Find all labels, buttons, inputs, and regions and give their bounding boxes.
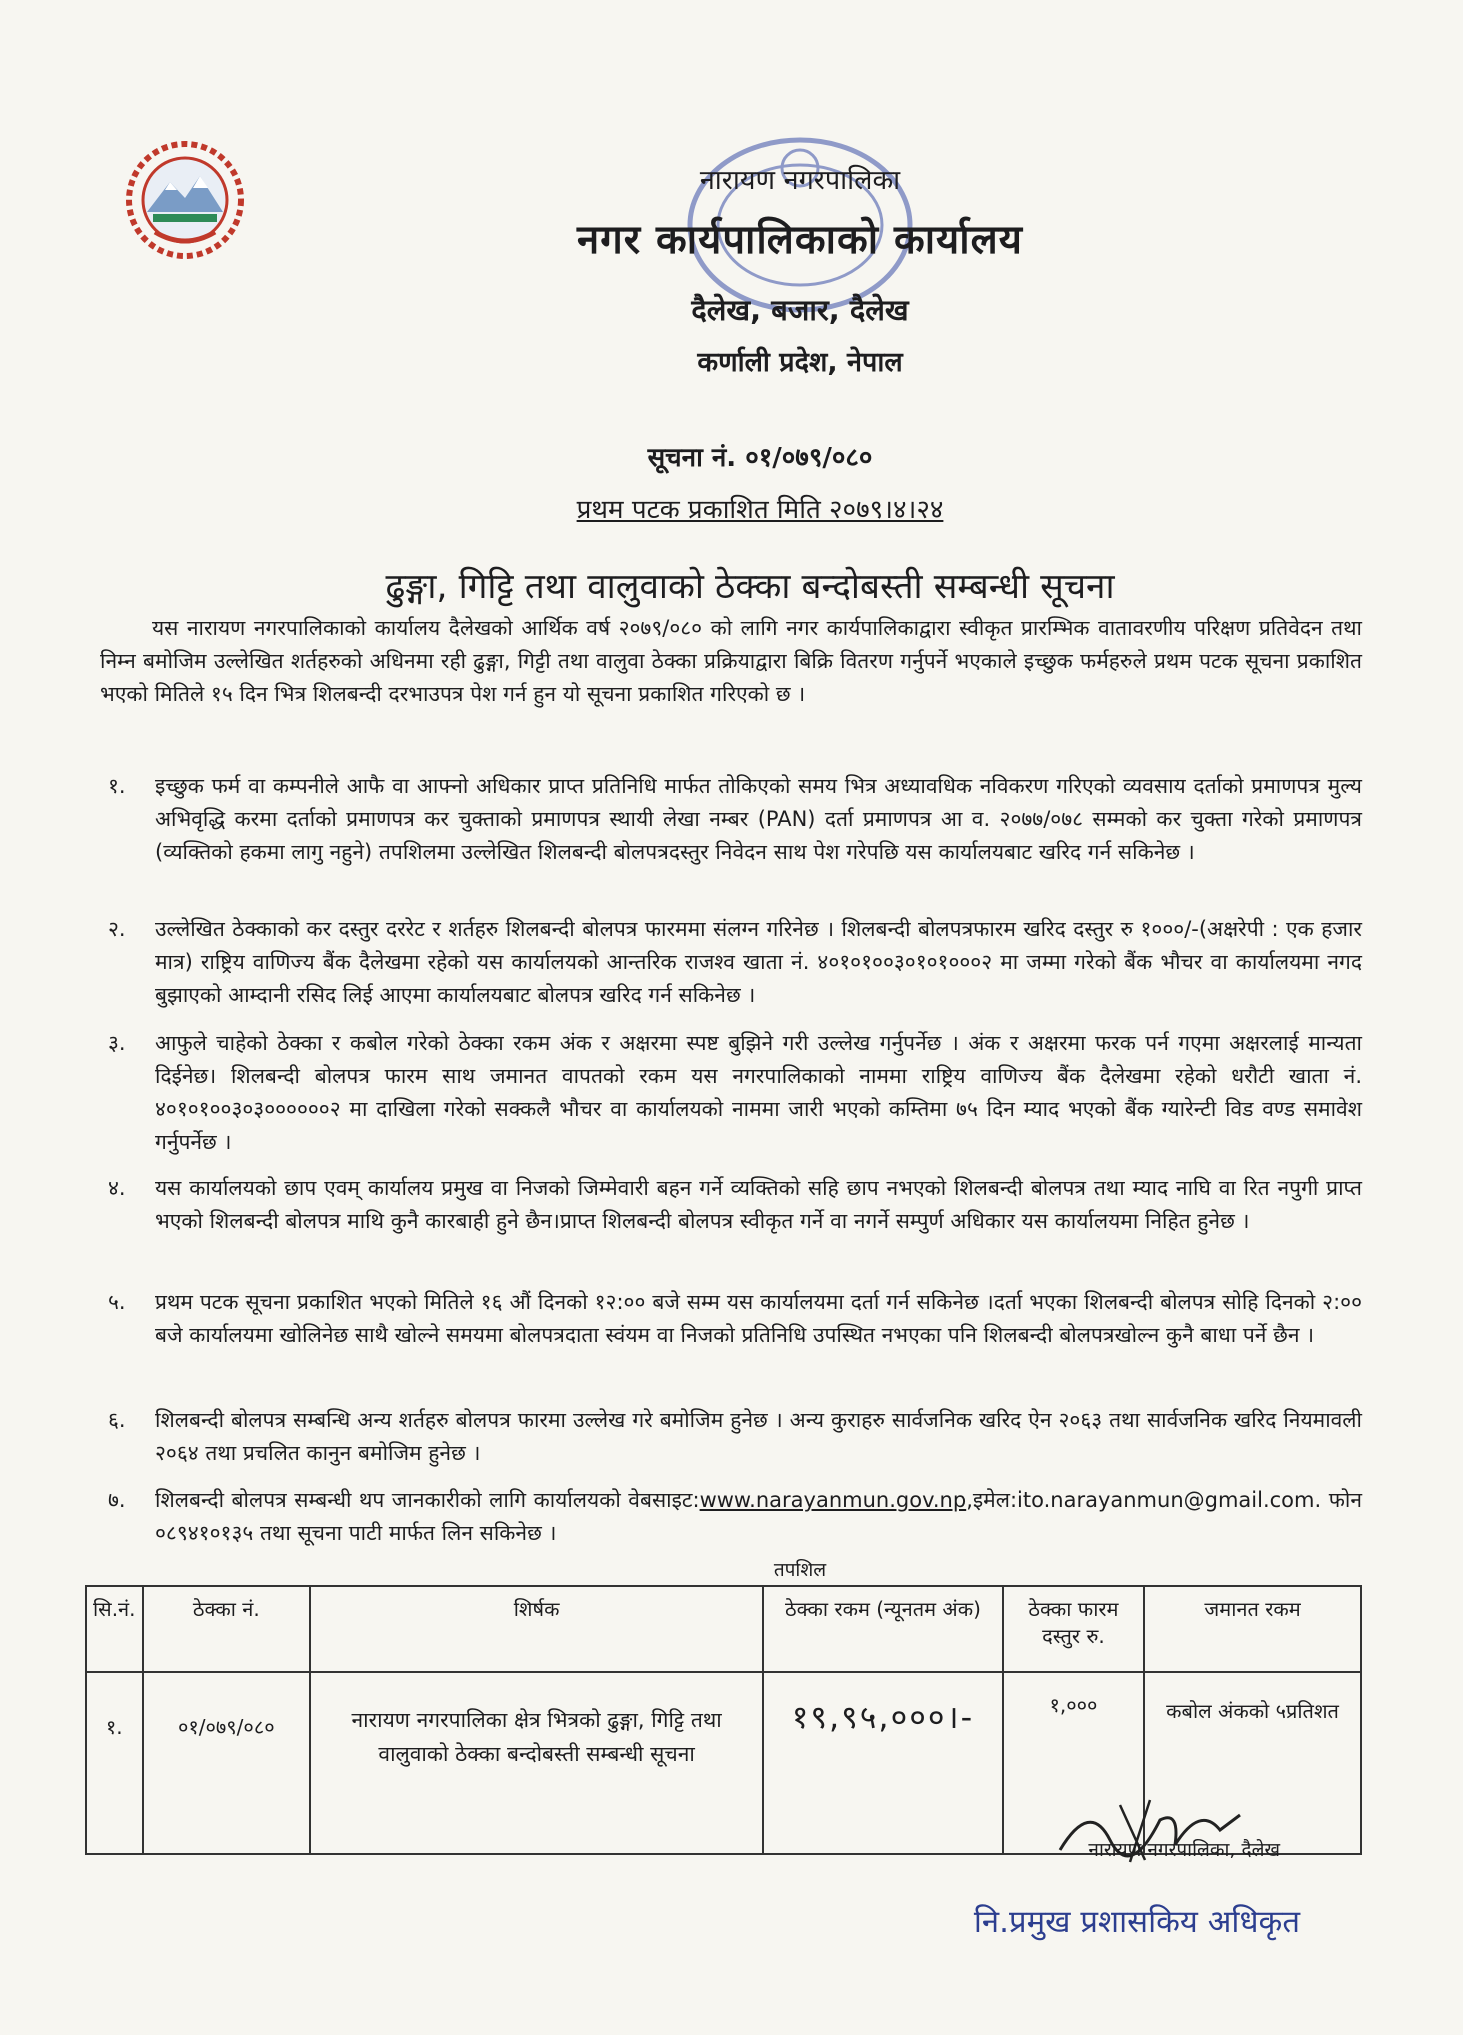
cell-subject: नारायण नगरपालिका क्षेत्र भित्रको ढुङ्गा, गिट्टि तथा वालुवाको ठेक्का बन्दोबस्ती सम्बन्धी सूचना [310,1672,763,1854]
col-header-contract-no: ठेक्का नं. [143,1586,311,1672]
item-number: ६. [108,1408,126,1432]
condition-item-2 [100,913,1362,1012]
province-line: कर्णाली प्रदेश, नेपाल [697,347,903,378]
condition-item-5 [100,1286,1362,1352]
email-label: ,इमेल: [966,1488,1018,1512]
item-text: यस कार्यालयको छाप एवम् कार्यालय प्रमुख वा निजको जिम्मेवारी बहन गर्ने व्यक्तिको सहि छाप नभएको शिलबन्दी बोलपत्र तथा म्याद नाघि वा रित नपुगी प्राप्त भएको शिलबन्दी बोलपत्र माथि कुनै कारबाही हुने छैन।प्राप्त शिलबन्दी बोलपत्र स्वीकृत गर्ने वा नगर्ने सम्पुर्ण अधिकार यस कार्यालयमा निहित हुनेछ । [155,1176,1362,1233]
contact-prefix: शिलबन्दी बोलपत्र सम्बन्धी थप जानकारीको लागि कार्यालयको वेबसाइट: [155,1488,700,1512]
table-header-row [86,1586,1361,1672]
col-header-sn: सि.नं. [86,1586,143,1672]
cell-contract-no: ०१/०७९/०८० [143,1672,311,1854]
item-number: १. [108,774,126,798]
notice-title: ढुङ्गा, गिट्टि तथा वालुवाको ठेक्का बन्दोबस्ती सम्बन्धी सूचना [385,567,1115,607]
office-name: नगर कार्यपालिकाको कार्यालय [577,217,1023,263]
municipality-name: नारायण नगरपालिका [699,165,901,196]
item-number: ५. [108,1290,126,1314]
col-header-form-fee: ठेक्का फारम दस्तुर रु. [1003,1586,1144,1672]
notice-number: सूचना नं. ०१/०७९/०८० [647,443,873,473]
condition-item-7 [100,1484,1362,1550]
item-number: २. [108,917,126,941]
item-text: इच्छुक फर्म वा कम्पनीले आफै वा आफ्नो अधिकार प्राप्त प्रतिनिधि मार्फत तोकिएको समय भित्र अध्यावधिक नविकरण गरिएको व्यवसाय दर्ताको प्रमाणपत्र मुल्य अभिवृद्धि करमा दर्ताको प्रमाणपत्र कर चुक्ताको प्रमाणपत्र स्थायी लेखा नम्बर (PAN) दर्ता प्रमाणपत्र आ व. २०७७/०७८ सम्मको कर चुक्ता गरेको प्रमाणपत्र (व्यक्तिको हकमा लागु नहुने) तपशिलमा उल्लेखित शिलबन्दी बोलपत्रदस्तुर निवेदन साथ पेश गरेपछि यस कार्यालयबाट खरिद गर्न सकिनेछ । [155,774,1362,864]
item-text: आफुले चाहेको ठेक्का र कबोल गरेको ठेक्का रकम अंक र अक्षरमा स्पष्ट बुझिने गरी उल्लेख गर्नुपर्नेछ । अंक र अक्षरमा फरक पर्न गएमा अक्षरलाई मान्यता दिईनेछ। शिलबन्दी बोलपत्र फारम साथ जमानत वापतको रकम यस नगरपालिकाको नाममा राष्ट्रिय वाणिज्य बैंक दैलेखमा रहेको धरौटी खाता नं. ४०१०१००३०३००००००२ मा दाखिला गरेको सक्कलै भौचर वा कार्यालयको नाममा जारी भएको कम्तिमा ७५ दिन म्याद भएको बैंक ग्यारेन्टी विड वण्ड समावेश गर्नुपर्नेछ । [155,1031,1362,1154]
condition-item-6 [100,1404,1362,1470]
condition-item-3 [100,1027,1362,1159]
item-number: ३. [108,1031,126,1055]
cell-security: कबोल अंकको ५प्रतिशत [1144,1672,1361,1854]
condition-item-1 [100,770,1362,869]
cell-sn: १. [86,1672,143,1854]
nepal-emblem-logo [125,140,245,260]
item-text: उल्लेखित ठेक्काको कर दस्तुर दररेट र शर्तहरु शिलबन्दी बोलपत्र फारममा संलग्न गरिनेछ । शिलबन्दी बोलपत्रफारम खरिद दस्तुर रु १०००/-(अक्षरेपी : एक हजार मात्र) राष्ट्रिय वाणिज्य बैंक दैलेखमा रहेको यस कार्यालयको आन्तरिक राजश्व खाता नं. ४०१०१००३०१०१०००२ मा जम्मा गरेको बैंक भौचर वा कार्यालयमा नगद बुझाएको आम्दानी रसिद लिई आएमा कार्यालयबाट बोलपत्र खरिद गर्न सकिनेछ । [155,917,1362,1007]
condition-item-4 [100,1172,1362,1238]
signatory-title: नि.प्रमुख प्रशासकिय अधिकृत [973,1904,1300,1940]
item-text: शिलबन्दी बोलपत्र सम्बन्धि अन्य शर्तहरु बोलपत्र फारमा उल्लेख गरे बमोजिम हुनेछ । अन्य कुराहरु सार्वजनिक खरिद ऐन २०६३ तथा सार्वजनिक खरिद नियमावली २०६४ तथा प्रचलित कानुन बमोजिम हुनेछ । [155,1408,1362,1465]
item-number: ४. [108,1176,126,1200]
cell-form-fee: १,००० [1003,1672,1144,1854]
item-text [155,1484,1362,1550]
first-published-date: प्रथम पटक प्रकाशित मिति २०७९।४।२४ [576,495,944,525]
schedule-caption: तपशिल [773,1559,827,1581]
email-address[interactable]: ito.narayanmun@gmail.com. [1017,1488,1322,1512]
contact-suffix: फोन ०८९४१०१३५ तथा सूचना पाटी मार्फत लिन सकिनेछ । [155,1488,1362,1545]
item-number: ७. [108,1488,126,1512]
intro-paragraph: यस नारायण नगरपालिकाको कार्यालय दैलेखको आर्थिक वर्ष २०७९/०८० को लागि नगर कार्यपालिकाद्वारा स्वीकृत प्रारम्भिक वातावरणीय परिक्षण प्रतिवेदन तथा निम्न बमोजिम उल्लेखित शर्तहरुको अधिनमा रही ढुङ्गा, गिट्टी तथा वालुवा ठेक्का प्रक्रियाद्वारा बिक्रि वितरण गर्नुपर्ने भएकाले इच्छुक फर्महरुले प्रथम पटक सूचना प्रकाशित भएको मितिले १५ दिन भित्र शिलबन्दी दरभाउपत्र पेश गर्न हुन यो सूचना प्रकाशित गरिएको छ । [100,616,1362,706]
website-link[interactable]: www.narayanmun.gov.np [699,1488,967,1512]
cell-amount: १९,९५,०००।- [763,1672,1003,1854]
col-header-amount: ठेक्का रकम (न्यूनतम अंक) [763,1586,1003,1672]
col-header-security: जमानत रकम [1144,1586,1361,1672]
office-address: दैलेख, बजार, दैलेख [691,293,909,327]
signatory-office: नारायण नगरपालिका, दैलेख [1088,1839,1280,1861]
col-header-subject: शिर्षक [310,1586,763,1672]
item-text: प्रथम पटक सूचना प्रकाशित भएको मितिले १६ औं दिनको १२:०० बजे सम्म यस कार्यालयमा दर्ता गर्न सकिनेछ ।दर्ता भएका शिलबन्दी बोलपत्र सोहि दिनको २:०० बजे कार्यालयमा खोलिनेछ साथै खोल्ने समयमा बोलपत्रदाता स्वंयम वा निजको प्रतिनिधि उपस्थित नभएका पनि शिलबन्दी बोलपत्रखोल्न कुनै बाधा पर्ने छैन । [155,1290,1362,1347]
